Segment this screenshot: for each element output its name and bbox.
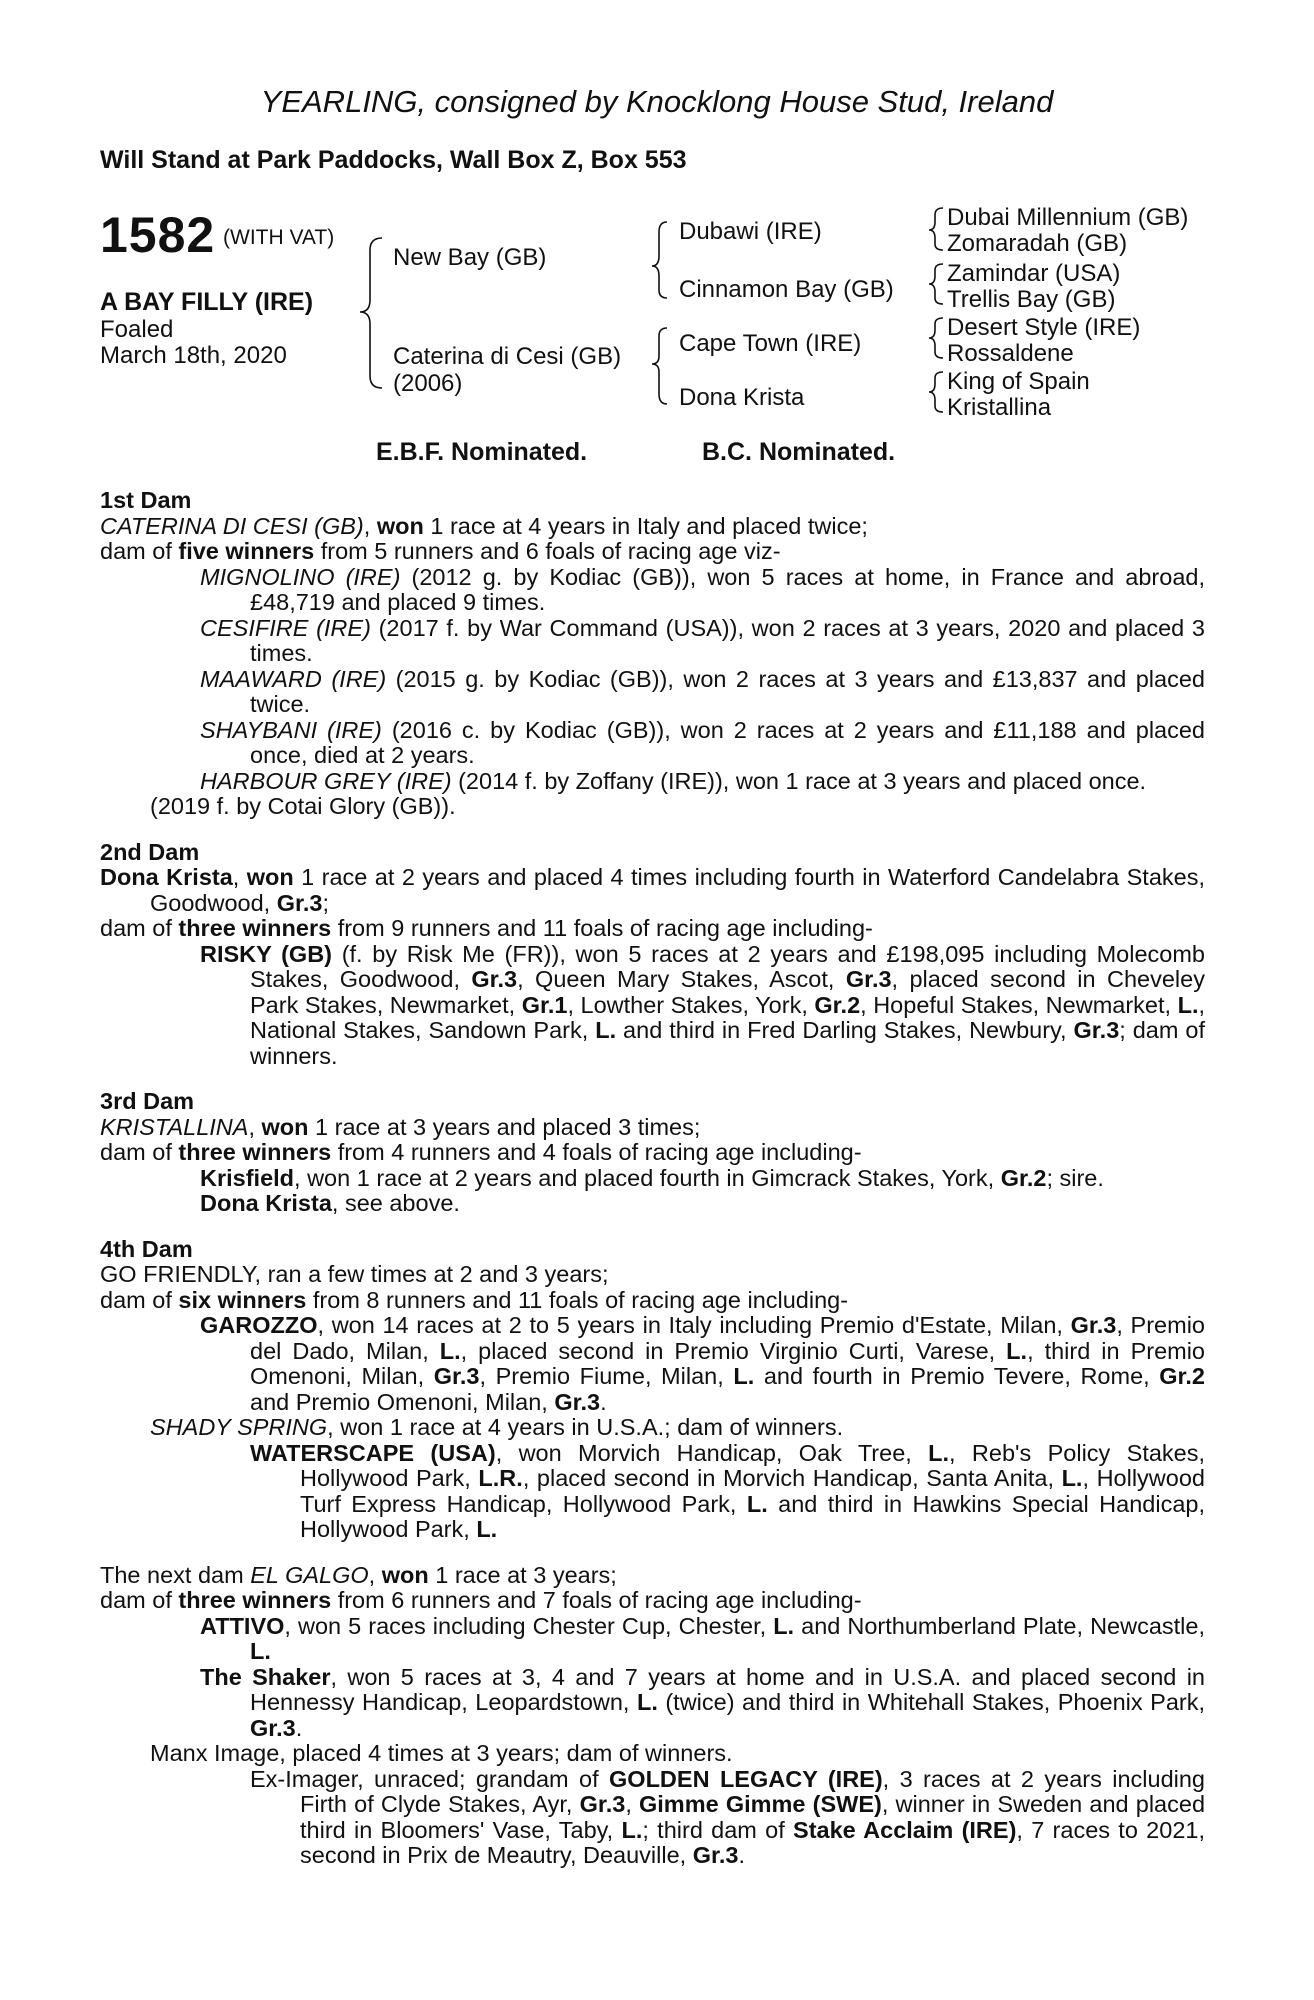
second-dam-produce (100, 916, 1205, 942)
text: three winners (178, 1139, 332, 1165)
text: and third in Hawkins Special Handicap, Hollywood Park, (300, 1490, 1205, 1542)
text: Gr.3 (554, 1388, 601, 1415)
text: six winners (178, 1286, 307, 1313)
progeny-name: SHADY SPRING (150, 1414, 328, 1440)
text: Gimme Gimme (SWE) (639, 1791, 882, 1817)
gg-7: King of Spain (947, 368, 1090, 395)
progeny-entry (100, 1441, 1205, 1543)
text: , Premio del Dado, Milan, (250, 1312, 1205, 1364)
stand-location: Will Stand at Park Paddocks, Wall Box Z, Box 553 (100, 146, 687, 174)
progeny-name: CESIFIRE (IRE) (200, 614, 371, 641)
progeny-entry (100, 565, 1205, 616)
text: Ex-Imager, unraced; grandam of (250, 1765, 610, 1792)
dam-dam: Dona Krista (679, 384, 805, 411)
gg-2: Zomaradah (GB) (947, 230, 1128, 257)
gg-3: Zamindar (USA) (947, 260, 1121, 287)
text: from 9 runners and 11 foals of racing age including- (331, 915, 873, 941)
third-dam-heading: 3rd Dam (100, 1088, 195, 1114)
text: from 4 runners and 4 foals of racing age including- (331, 1139, 862, 1165)
progeny-entry (100, 718, 1205, 769)
text: ; dam of winners. (250, 1017, 1205, 1069)
third-dam-summary (100, 1115, 1205, 1141)
progeny-entry (100, 1191, 1205, 1217)
fourth-dam-produce (100, 1288, 1205, 1314)
text: dam of (100, 538, 179, 564)
dam: Caterina di Cesi (GB) (393, 343, 622, 370)
text: 1 race at 3 years; (428, 1561, 617, 1588)
dam-name: EL GALGO (250, 1561, 369, 1588)
gg-1: Dubai Millennium (GB) (947, 204, 1189, 231)
text: 1 race at 2 years and placed 4 times including fourth in Waterford Candelabra Stakes, Goodwood, (150, 864, 1206, 916)
dam-name: KRISTALLINA (100, 1113, 249, 1140)
spacer (100, 1543, 1205, 1563)
progeny-entry (100, 1415, 1205, 1441)
text: , won 1 race at 4 years in U.S.A.; dam of winners. (327, 1414, 844, 1440)
text: dam of (100, 1139, 179, 1165)
progeny-name: HARBOUR GREY (IRE) (200, 767, 452, 794)
text: Gr.3 (579, 1791, 626, 1817)
text: , won 1 race at 2 years and placed fourth in Gimcrack Stakes, York, (294, 1164, 1001, 1191)
text: Gr.3 (250, 1714, 296, 1741)
foaled-label: Foaled (100, 316, 174, 343)
text: won (376, 512, 424, 539)
progeny-name: The Shaker (200, 1663, 331, 1690)
text: Gr.2 (814, 991, 861, 1018)
text: , Lowther Stakes, York, (567, 991, 815, 1018)
next-dam-summary (100, 1563, 1205, 1589)
text: (f. by Risk Me (FR)), won 5 races at 2 years and £198,095 including Molecomb Stakes, Goodwood, (250, 940, 1205, 992)
text: ; sire. (1046, 1164, 1104, 1191)
text: won (246, 864, 294, 890)
text: L. (250, 1638, 271, 1664)
brace-sire-dam (360, 238, 382, 388)
progeny-entry (100, 1665, 1205, 1742)
text: L. (439, 1337, 461, 1364)
text: Gr.2 (1000, 1164, 1047, 1191)
text: L. (928, 1439, 950, 1466)
text: , National Stakes, Sandown Park, (250, 991, 1206, 1043)
text: L. (1061, 1465, 1083, 1491)
text: , (625, 1791, 639, 1817)
text: from 5 runners and 6 foals of racing age viz- (314, 538, 781, 564)
text: (2012 g. by Kodiac (GB)), won 5 races at home, in France and abroad, £48,719 and placed 9 times. (250, 563, 1205, 615)
text: (2017 f. by War Command (USA)), won 2 races at 3 years, 2020 and placed 3 times. (250, 614, 1205, 666)
text: , (368, 1561, 382, 1588)
text: , won 5 races at 3, 4 and 7 years at home and in U.S.A. and placed second in Hennessy Handicap, Leopardstown, (250, 1663, 1205, 1715)
text: . (738, 1842, 745, 1868)
text: L. (1006, 1337, 1028, 1364)
text: Gr.3 (845, 966, 892, 992)
text: (2015 g. by Kodiac (GB)), won 2 races at 3 years and £13,837 and placed twice. (250, 665, 1205, 717)
text: 1 race at 3 years and placed 3 times; (308, 1113, 701, 1140)
progeny-name: GAROZZO (200, 1312, 318, 1338)
brace-sire (652, 222, 667, 298)
progeny-entry (100, 942, 1205, 1070)
progeny-entry: Manx Image, placed 4 times at 3 years; dam of winners. (150, 1740, 733, 1766)
first-dam-heading: 1st Dam (100, 487, 192, 513)
text: Stake Acclaim (IRE) (793, 1816, 1017, 1843)
text: dam of (100, 1286, 179, 1313)
text: , Hopeful Stakes, Newmarket, (860, 991, 1178, 1018)
text: L. (733, 1363, 755, 1389)
text: dam of (100, 1587, 179, 1613)
text: L. (595, 1017, 617, 1043)
text: three winners (178, 915, 332, 941)
vat-note: (WITH VAT) (223, 226, 335, 249)
text: , 7 races to 2021, second in Prix de Meautry, Deauville, (300, 1816, 1205, 1868)
text: Gr.1 (521, 991, 568, 1018)
next-dam-produce (100, 1588, 1205, 1614)
text: , Queen Mary Stakes, Ascot, (517, 966, 846, 992)
progeny-entry (100, 1767, 1205, 1869)
progeny-entry (100, 1313, 1205, 1415)
text: Gr.3 (1070, 1312, 1117, 1338)
text: , won Morvich Handicap, Oak Tree, (495, 1439, 929, 1466)
sire-sire: Dubawi (IRE) (679, 218, 822, 245)
text: won (261, 1113, 309, 1140)
gg-8: Kristallina (947, 394, 1052, 421)
text: . (295, 1714, 303, 1741)
sire-dam: Cinnamon Bay (GB) (679, 276, 894, 303)
dam-year: (2006) (393, 370, 463, 397)
text: Gr.3 (1073, 1017, 1120, 1043)
brace-g4 (929, 372, 943, 412)
text: three winners (178, 1587, 332, 1613)
progeny-name: ATTIVO (200, 1612, 285, 1639)
text: Gr.3 (471, 966, 518, 992)
sire: New Bay (GB) (393, 244, 547, 271)
text: , Reb's Policy Stakes, Hollywood Park, (300, 1439, 1206, 1491)
progeny-name: Krisfield (200, 1164, 295, 1191)
fourth-dam-summary: GO FRIENDLY, ran a few times at 2 and 3 years; (100, 1261, 609, 1287)
text: , third in Premio Omenoni, Milan, (250, 1337, 1206, 1389)
text: L. (621, 1816, 643, 1843)
progeny-name: SHAYBANI (IRE) (200, 716, 382, 743)
brace-g1 (929, 208, 943, 250)
text: from 6 runners and 7 foals of racing age including- (331, 1587, 862, 1613)
progeny-name: WATERSCAPE (USA) (250, 1439, 496, 1466)
text: (2016 c. by Kodiac (GB)), won 2 races at 2 years and £11,188 and placed once, died at 2 years. (250, 716, 1205, 768)
text: Gr.3 (276, 889, 323, 916)
text: . (600, 1388, 607, 1415)
text: and third in Fred Darling Stakes, Newbury, (616, 1017, 1074, 1043)
text: L. (1177, 991, 1199, 1018)
text: GOLDEN LEGACY (IRE) (609, 1765, 883, 1792)
progeny-entry (100, 1614, 1205, 1665)
text: from 8 runners and 11 foals of racing age including- (306, 1286, 849, 1313)
gg-4: Trellis Bay (GB) (947, 286, 1116, 313)
third-dam-produce (100, 1140, 1205, 1166)
progeny-entry (100, 1166, 1205, 1192)
text: , placed second in Premio Virginio Curti, Varese, (460, 1337, 1007, 1364)
text: Gr.3 (692, 1842, 739, 1868)
text: , won 14 races at 2 to 5 years in Italy including Premio d'Estate, Milan, (317, 1312, 1071, 1338)
text: The next dam (100, 1561, 251, 1588)
text: five winners (178, 538, 315, 564)
text: won (381, 1561, 429, 1588)
text: , (248, 1113, 262, 1140)
gg-5: Desert Style (IRE) (947, 314, 1141, 341)
text: Gr.3 (433, 1363, 480, 1389)
text: , placed second in Morvich Handicap, Santa Anita, (522, 1465, 1062, 1491)
ebf-nominated: E.B.F. Nominated. (376, 438, 588, 466)
text: , (232, 864, 247, 890)
progeny-name: MIGNOLINO (IRE) (200, 563, 401, 590)
text: and Premio Omenoni, Milan, (250, 1388, 555, 1415)
text: and Northumberland Plate, Newcastle, (794, 1612, 1206, 1639)
brace-dam (652, 328, 667, 404)
text: L. (476, 1516, 498, 1542)
dam-name: CATERINA DI CESI (GB) (100, 512, 364, 539)
dam-name: Dona Krista (100, 864, 233, 890)
text: 1 race at 4 years in Italy and placed twice; (423, 512, 868, 539)
text: , placed second in Cheveley Park Stakes, Newmarket, (250, 966, 1205, 1018)
text: L.R. (478, 1465, 523, 1491)
catalogue-body (100, 488, 1205, 1869)
text: L. (636, 1689, 658, 1715)
progeny-entry: (2019 f. by Cotai Glory (GB)). (150, 793, 456, 819)
second-dam-heading: 2nd Dam (100, 838, 200, 865)
dam-sire: Cape Town (IRE) (679, 330, 862, 357)
text: L. (746, 1490, 768, 1517)
progeny-entry (100, 616, 1205, 667)
foaled-date: March 18th, 2020 (100, 342, 287, 369)
gg-6: Rossaldene (947, 340, 1074, 367)
brace-g2 (929, 264, 943, 304)
text: (2014 f. by Zoffany (IRE)), won 1 race at 3 years and placed once. (451, 767, 1147, 794)
first-dam-produce (100, 539, 1205, 565)
text: , Premio Fiume, Milan, (479, 1363, 734, 1389)
bc-nominated: B.C. Nominated. (702, 438, 896, 466)
fourth-dam-heading: 4th Dam (100, 1235, 193, 1262)
text: , 3 races at 2 years including Firth of Clyde Stakes, Ayr, (300, 1765, 1205, 1817)
text: , winner in Sweden and placed third in Bloomers' Vase, Taby, (300, 1791, 1206, 1843)
progeny-name: Dona Krista (200, 1190, 332, 1216)
text: Gr.2 (1159, 1363, 1205, 1389)
progeny-name: MAAWARD (IRE) (200, 665, 387, 692)
text: , see above. (331, 1190, 460, 1216)
text: , (363, 512, 377, 539)
text: (twice) and third in Whitehall Stakes, Phoenix Park, (657, 1689, 1205, 1715)
second-dam-summary (100, 865, 1205, 916)
progeny-entry (100, 667, 1205, 718)
text: and fourth in Premio Tevere, Rome, (754, 1363, 1160, 1389)
text: dam of (100, 915, 179, 941)
text: ; third dam of (642, 1816, 794, 1843)
horse-name: A BAY FILLY (IRE) (100, 288, 314, 316)
text: , won 5 races including Chester Cup, Chester, (284, 1612, 774, 1639)
text: , Hollywood Turf Express Handicap, Hollywood Park, (300, 1465, 1205, 1517)
progeny-name: RISKY (GB) (200, 940, 332, 967)
text: L. (773, 1612, 795, 1639)
first-dam-summary (100, 514, 1205, 540)
page-title: YEARLING, consigned by Knocklong House Stud, Ireland (260, 84, 1054, 119)
lot-number: 1582 (100, 207, 216, 263)
progeny-entry (100, 769, 1205, 795)
brace-g3 (929, 318, 943, 358)
text: ; (322, 889, 329, 916)
